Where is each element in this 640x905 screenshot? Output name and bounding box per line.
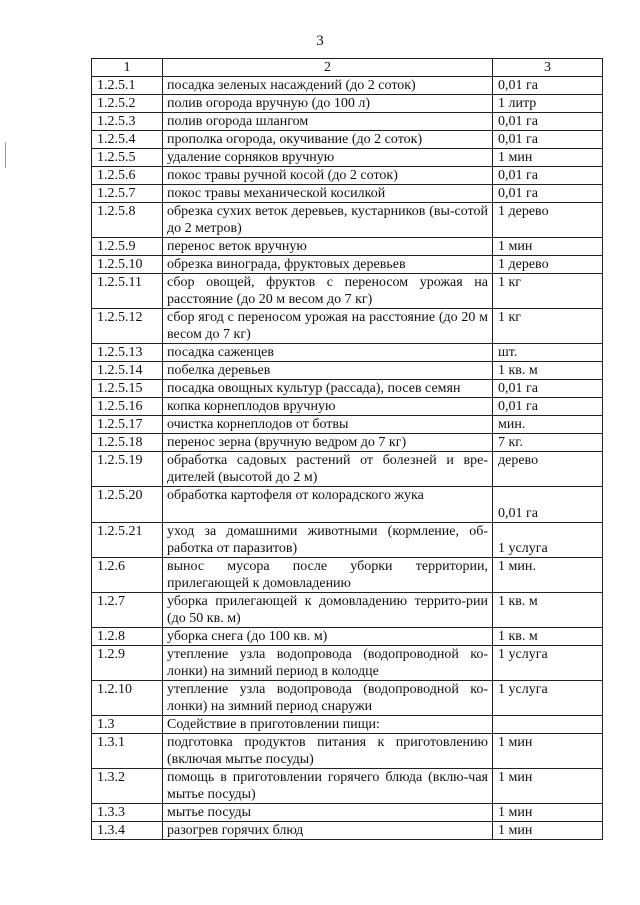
item-unit: 1 мин. <box>493 558 603 593</box>
item-description: полив огорода шлангом <box>163 113 493 131</box>
item-number: 1.2.7 <box>92 593 163 628</box>
item-description: копка корнеплодов вручную <box>163 398 493 416</box>
item-description: обрезка винограда, фруктовых деревьев <box>163 256 493 274</box>
item-unit: 1 дерево <box>493 203 603 238</box>
table-row <box>92 487 603 523</box>
item-number: 1.2.5.1 <box>92 77 163 95</box>
item-description: удаление сорняков вручную <box>163 149 493 167</box>
table-row <box>92 558 603 593</box>
item-unit: 7 кг. <box>493 434 603 452</box>
item-description: вынос мусора после уборки территории, прилегающей к домовладению <box>163 558 493 593</box>
item-description: покос травы механической косилкой <box>163 185 493 203</box>
item-description: сбор ягод с переносом урожая на расстояние (до 20 м весом до 7 кг) <box>163 309 493 344</box>
item-description: побелка деревьев <box>163 362 493 380</box>
item-number: 1.2.10 <box>92 681 163 716</box>
item-unit: 1 услуга <box>493 523 603 558</box>
item-number: 1.2.5.5 <box>92 149 163 167</box>
item-description: перенос зерна (вручную ведром до 7 кг) <box>163 434 493 452</box>
item-unit: 1 кг <box>493 309 603 344</box>
item-number: 1.3.3 <box>92 804 163 822</box>
item-number: 1.2.5.19 <box>92 452 163 487</box>
column-header: 3 <box>493 59 603 77</box>
item-unit: 1 литр <box>493 95 603 113</box>
item-description: прополка огорода, окучивание (до 2 соток) <box>163 131 493 149</box>
item-unit <box>493 716 603 734</box>
item-unit: 1 мин <box>493 238 603 256</box>
table-row <box>92 238 603 256</box>
table-row <box>92 95 603 113</box>
table-row <box>92 274 603 309</box>
table-row <box>92 452 603 487</box>
item-description: помощь в приготовлении горячего блюда (вклю-чая мытье посуды) <box>163 769 493 804</box>
item-description: посадка овощных культур (рассада), посев семян <box>163 380 493 398</box>
item-description: уборка прилегающей к домовладению террито-рии (до 50 кв. м) <box>163 593 493 628</box>
item-number: 1.2.5.9 <box>92 238 163 256</box>
table-row <box>92 380 603 398</box>
table-row <box>92 344 603 362</box>
table-row <box>92 628 603 646</box>
item-number: 1.2.5.15 <box>92 380 163 398</box>
item-number: 1.2.5.21 <box>92 523 163 558</box>
item-description: очистка корнеплодов от ботвы <box>163 416 493 434</box>
item-number: 1.2.5.17 <box>92 416 163 434</box>
item-description: перенос веток вручную <box>163 238 493 256</box>
item-description: обработка садовых растений от болезней и вре-дителей (высотой до 2 м) <box>163 452 493 487</box>
item-description: обрезка сухих веток деревьев, кустарников (вы-сотой до 2 метров) <box>163 203 493 238</box>
item-number: 1.2.5.4 <box>92 131 163 149</box>
item-description: разогрев горячих блюд <box>163 822 493 840</box>
table-row <box>92 769 603 804</box>
item-unit: 1 мин <box>493 822 603 840</box>
item-description: посадка саженцев <box>163 344 493 362</box>
table-row <box>92 681 603 716</box>
column-header: 2 <box>163 59 493 77</box>
item-number: 1.3.2 <box>92 769 163 804</box>
item-description: утепление узла водопровода (водопроводной ко-лонки) на зимний период снаружи <box>163 681 493 716</box>
item-unit: мин. <box>493 416 603 434</box>
item-unit: шт. <box>493 344 603 362</box>
item-unit: 1 мин <box>493 734 603 769</box>
item-number: 1.2.5.8 <box>92 203 163 238</box>
item-number: 1.2.8 <box>92 628 163 646</box>
table-row <box>92 256 603 274</box>
item-unit: 0,01 га <box>493 398 603 416</box>
table-row <box>92 149 603 167</box>
item-unit: 1 услуга <box>493 646 603 681</box>
item-unit: 1 услуга <box>493 681 603 716</box>
page-number: 3 <box>316 33 324 49</box>
item-number: 1.2.5.2 <box>92 95 163 113</box>
item-description: уборка снега (до 100 кв. м) <box>163 628 493 646</box>
item-description: утепление узла водопровода (водопроводной ко-лонки) на зимний период в колодце <box>163 646 493 681</box>
table-row <box>92 131 603 149</box>
table-row <box>92 309 603 344</box>
item-unit: 0,01 га <box>493 113 603 131</box>
table-row <box>92 416 603 434</box>
item-description: покос травы ручной косой (до 2 соток) <box>163 167 493 185</box>
column-header: 1 <box>92 59 163 77</box>
item-number: 1.3.4 <box>92 822 163 840</box>
table-row <box>92 804 603 822</box>
item-number: 1.2.5.7 <box>92 185 163 203</box>
scan-artifact-line <box>5 142 6 168</box>
table-row <box>92 523 603 558</box>
item-unit: 1 кв. м <box>493 362 603 380</box>
services-table <box>91 58 603 840</box>
item-description: посадка зеленых насаждений (до 2 соток) <box>163 77 493 95</box>
item-description: обработка картофеля от колорадского жука <box>163 487 493 523</box>
item-description: уход за домашними животными (кормление, об-работка от паразитов) <box>163 523 493 558</box>
item-unit: 0,01 га <box>493 77 603 95</box>
item-unit: 1 мин <box>493 804 603 822</box>
item-unit: 1 кг <box>493 274 603 309</box>
item-number: 1.2.5.18 <box>92 434 163 452</box>
item-number: 1.2.5.20 <box>92 487 163 523</box>
table-row <box>92 434 603 452</box>
table-row <box>92 185 603 203</box>
table-row <box>92 822 603 840</box>
item-unit: 0,01 га <box>493 185 603 203</box>
item-description: Содействие в приготовлении пищи: <box>163 716 493 734</box>
table-row <box>92 646 603 681</box>
item-number: 1.2.5.12 <box>92 309 163 344</box>
item-description: мытье посуды <box>163 804 493 822</box>
item-number: 1.3.1 <box>92 734 163 769</box>
table-row <box>92 716 603 734</box>
item-number: 1.2.5.3 <box>92 113 163 131</box>
item-description: подготовка продуктов питания к приготовлению (включая мытье посуды) <box>163 734 493 769</box>
table-row <box>92 203 603 238</box>
item-unit: дерево <box>493 452 603 487</box>
item-number: 1.2.5.11 <box>92 274 163 309</box>
item-unit: 1 кв. м <box>493 628 603 646</box>
table-row <box>92 113 603 131</box>
item-unit: 1 мин <box>493 149 603 167</box>
table-row <box>92 593 603 628</box>
table-row <box>92 734 603 769</box>
table-row <box>92 362 603 380</box>
table-row <box>92 167 603 185</box>
item-description: сбор овощей, фруктов с переносом урожая на расстояние (до 20 м весом до 7 кг) <box>163 274 493 309</box>
table-row <box>92 398 603 416</box>
item-unit: 1 дерево <box>493 256 603 274</box>
item-number: 1.2.6 <box>92 558 163 593</box>
item-number: 1.2.5.13 <box>92 344 163 362</box>
item-number: 1.2.5.16 <box>92 398 163 416</box>
item-unit: 0,01 га <box>493 487 603 523</box>
item-number: 1.2.5.10 <box>92 256 163 274</box>
item-unit: 1 кв. м <box>493 593 603 628</box>
item-number: 1.2.5.6 <box>92 167 163 185</box>
table-header-row <box>92 59 603 77</box>
item-number: 1.3 <box>92 716 163 734</box>
item-number: 1.2.5.14 <box>92 362 163 380</box>
item-unit: 0,01 га <box>493 167 603 185</box>
item-unit: 1 мин <box>493 769 603 804</box>
item-unit: 0,01 га <box>493 380 603 398</box>
item-description: полив огорода вручную (до 100 л) <box>163 95 493 113</box>
item-number: 1.2.9 <box>92 646 163 681</box>
table-row <box>92 77 603 95</box>
item-unit: 0,01 га <box>493 131 603 149</box>
